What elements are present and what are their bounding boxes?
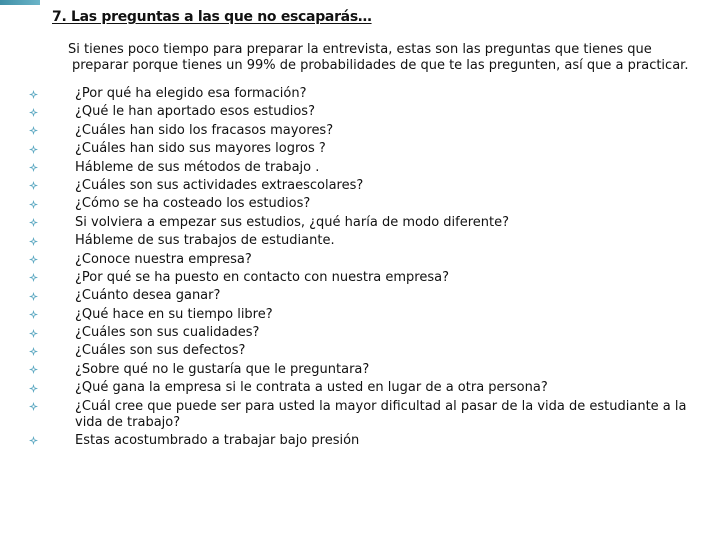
- diamond-bullet-icon: [26, 233, 40, 249]
- question-text: ¿Cuáles son sus cualidades?: [75, 325, 260, 341]
- question-text: ¿Por qué ha elegido esa formación?: [75, 86, 307, 101]
- question-text: ¿Cómo se ha costeado los estudios?: [75, 196, 311, 212]
- diamond-bullet-icon: [26, 252, 40, 268]
- diamond-bullet-icon: [26, 160, 40, 176]
- question-item-15: [26, 343, 706, 359]
- question-item-17: [26, 380, 706, 396]
- question-item-8: [26, 215, 706, 231]
- question-item-4: [26, 141, 706, 157]
- question-text: ¿Por qué se ha puesto en contacto con nuestra empresa?: [75, 269, 449, 285]
- intro-paragraph: [68, 42, 718, 74]
- diamond-bullet-icon: [26, 178, 40, 194]
- question-item-9: [26, 233, 706, 249]
- question-text: ¿Conoce nuestra empresa?: [75, 251, 252, 267]
- diamond-bullet-icon: [26, 380, 40, 396]
- diamond-bullet-icon: [26, 362, 40, 378]
- question-text: ¿Qué gana la empresa si le contrata a usted en lugar de a otra persona?: [75, 380, 548, 396]
- diamond-bullet-icon: [26, 141, 40, 157]
- diamond-bullet-icon: [26, 288, 40, 304]
- question-item-19: [26, 433, 706, 449]
- diamond-bullet-icon: [26, 399, 40, 415]
- diamond-bullet-icon: [26, 215, 40, 231]
- question-item-11: [26, 270, 706, 286]
- question-item-14: [26, 325, 706, 341]
- question-item-3: [26, 123, 706, 139]
- diamond-bullet-icon: [26, 86, 40, 102]
- question-text: Estas acostumbrado a trabajar bajo presión: [75, 432, 360, 448]
- question-text: Hábleme de sus trabajos de estudiante.: [75, 233, 335, 249]
- question-item-2: [26, 104, 706, 120]
- diamond-bullet-icon: [26, 196, 40, 212]
- diamond-bullet-icon: [26, 343, 40, 359]
- question-text: ¿Cuáles han sido los fracasos mayores?: [75, 122, 334, 138]
- question-text: ¿Qué hace en su tiempo libre?: [75, 306, 273, 322]
- question-text: Si volviera a empezar sus estudios, ¿qué haría de modo diferente?: [75, 214, 510, 230]
- question-item-16: [26, 362, 706, 378]
- question-item-1: [26, 86, 706, 102]
- diamond-bullet-icon: [26, 307, 40, 323]
- diamond-bullet-icon: [26, 104, 40, 120]
- question-item-10: [26, 252, 706, 268]
- question-text: ¿Cuál cree que puede ser para usted la mayor dificultad al pasar de la vida de estudiante a la vida de trabajo?: [75, 398, 687, 430]
- question-text: Hábleme de sus métodos de trabajo .: [75, 159, 320, 175]
- intro-line-2: preparar porque tienes un 99% de probabilidades de que te las pregunten, así que a practicar.: [72, 58, 689, 73]
- question-text: ¿Sobre qué no le gustaría que le preguntara?: [75, 361, 370, 377]
- question-item-12: [26, 288, 706, 304]
- question-text: ¿Cuáles son sus actividades extraescolares?: [75, 177, 364, 193]
- question-item-13: [26, 307, 706, 323]
- diamond-bullet-icon: [26, 325, 40, 341]
- question-item-7: [26, 196, 706, 212]
- question-text: ¿Qué le han aportado esos estudios?: [75, 104, 315, 120]
- questions-list: [26, 86, 706, 451]
- question-item-5: [26, 160, 706, 176]
- question-text: ¿Cuáles son sus defectos?: [75, 343, 246, 359]
- diamond-bullet-icon: [26, 433, 40, 449]
- diamond-bullet-icon: [26, 270, 40, 286]
- question-item-18: [26, 399, 706, 431]
- question-text: ¿Cuánto desea ganar?: [75, 288, 221, 304]
- intro-line-1: Si tienes poco tiempo para preparar la entrevista, estas son las preguntas que tienes que: [68, 42, 652, 57]
- slide-heading: 7. Las preguntas a las que no escaparás…: [52, 9, 372, 25]
- diamond-bullet-icon: [26, 123, 40, 139]
- question-item-6: [26, 178, 706, 194]
- question-text: ¿Cuáles han sido sus mayores logros ?: [75, 141, 326, 157]
